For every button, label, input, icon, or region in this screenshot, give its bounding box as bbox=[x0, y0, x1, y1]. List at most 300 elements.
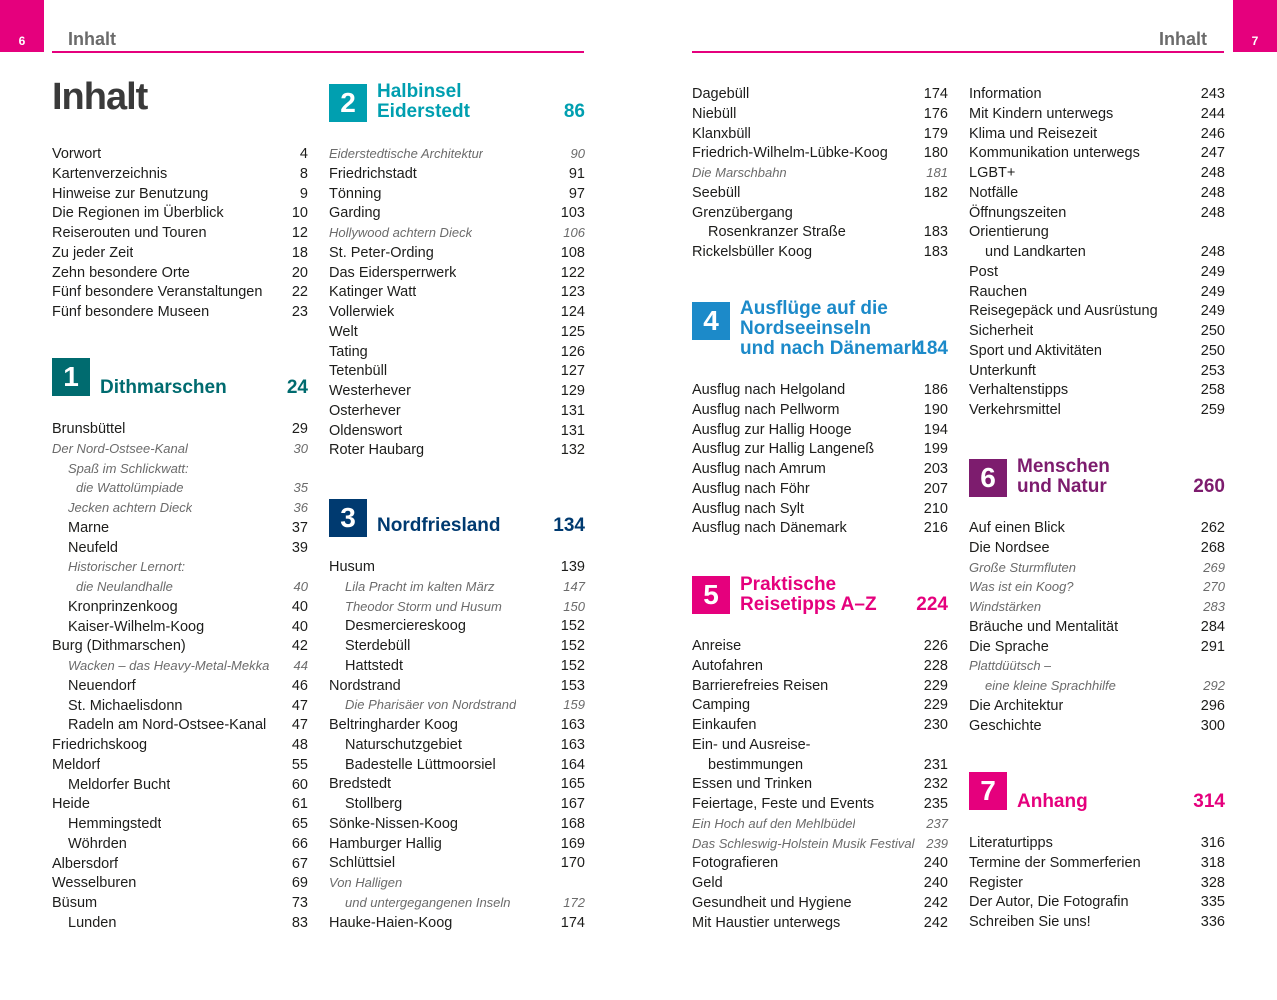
toc-entry[interactable] bbox=[969, 222, 1225, 242]
toc-entry-page: 36 bbox=[293, 500, 308, 515]
toc-entry[interactable] bbox=[692, 893, 948, 913]
toc-entry[interactable] bbox=[692, 459, 948, 479]
toc-entry[interactable] bbox=[969, 321, 1225, 341]
section-5-page: 224 bbox=[916, 594, 948, 615]
toc-entry[interactable] bbox=[969, 282, 1225, 302]
toc-entry-title: Burg (Dithmarschen) bbox=[52, 638, 186, 655]
toc-entry[interactable] bbox=[52, 419, 308, 439]
toc-entry-page: 12 bbox=[291, 225, 308, 241]
toc-entry-page: 270 bbox=[1203, 579, 1225, 595]
toc-entry-title: Seebüll bbox=[692, 184, 741, 201]
toc-entry-page: 283 bbox=[1203, 599, 1225, 614]
toc-entry[interactable] bbox=[329, 834, 585, 854]
toc-entry-title: Gesundheit und Hygiene bbox=[692, 894, 852, 911]
toc-entry-title: Plattdüütsch – bbox=[969, 658, 1052, 674]
toc-entry[interactable] bbox=[329, 203, 585, 223]
toc-entry[interactable] bbox=[969, 696, 1225, 716]
toc-entry-page: 182 bbox=[923, 184, 948, 201]
section-6-title-line2[interactable]: und Natur bbox=[1017, 476, 1107, 497]
toc-entry-title: Die Architektur bbox=[969, 697, 1064, 714]
toc-entry-page: 91 bbox=[568, 165, 585, 182]
header-rule-left bbox=[52, 51, 584, 53]
toc-entry-title: Reisegepäck und Ausrüstung bbox=[969, 303, 1158, 320]
toc-entry-title: Register bbox=[969, 874, 1023, 891]
toc-entry[interactable] bbox=[969, 617, 1225, 637]
toc-entry-title: Sport und Aktivitäten bbox=[969, 342, 1102, 359]
toc-entry-page: 46 bbox=[291, 677, 308, 694]
toc-entry-title: Tönning bbox=[329, 185, 382, 202]
toc-entry-title: Fünf besondere Museen bbox=[52, 304, 210, 320]
toc-entry-page: 239 bbox=[926, 835, 948, 851]
toc-entry[interactable] bbox=[692, 794, 948, 814]
toc-entry[interactable] bbox=[692, 203, 948, 223]
toc-entry[interactable] bbox=[329, 440, 585, 460]
section-5-title-line1[interactable]: Praktische bbox=[740, 574, 837, 595]
toc-entry[interactable] bbox=[329, 361, 585, 381]
section-4-title-line1[interactable]: Ausflüge auf die bbox=[740, 298, 888, 319]
toc-entry[interactable] bbox=[692, 499, 948, 519]
toc-entry-title: Was ist ein Koog? bbox=[969, 579, 1074, 595]
toc-entry-title: Ausflug nach Amrum bbox=[692, 461, 826, 477]
header-rule-right bbox=[692, 51, 1224, 53]
toc-entry-title: und Landkarten bbox=[985, 244, 1086, 260]
toc-entry-title: Das Eidersperrwerk bbox=[329, 264, 457, 281]
toc-entry-page: 229 bbox=[923, 677, 948, 694]
toc-entry[interactable] bbox=[329, 223, 585, 243]
toc-entry[interactable] bbox=[52, 715, 308, 735]
toc-entry[interactable] bbox=[52, 656, 308, 676]
toc-entry[interactable] bbox=[969, 163, 1225, 183]
toc-entry-title: Feiertage, Feste und Events bbox=[692, 796, 875, 812]
toc-entry[interactable] bbox=[692, 774, 948, 794]
toc-entry[interactable] bbox=[692, 814, 948, 834]
toc-entry[interactable] bbox=[329, 656, 585, 676]
toc-entry-page: 23 bbox=[291, 304, 308, 320]
toc-entry-title: Hinweise zur Benutzung bbox=[52, 185, 209, 202]
toc-entry-title: Zehn besondere Orte bbox=[52, 264, 190, 281]
toc-entry[interactable] bbox=[52, 636, 308, 656]
toc-entry-page: 172 bbox=[563, 894, 585, 910]
toc-entry-page: 73 bbox=[291, 895, 308, 911]
toc-entry[interactable] bbox=[52, 735, 308, 755]
toc-entry-title: St. Peter-Ording bbox=[329, 244, 434, 261]
running-head-left: Inhalt bbox=[68, 29, 116, 49]
toc-entry[interactable] bbox=[52, 498, 308, 518]
section-4-title-line3[interactable]: und nach Dänemark bbox=[740, 338, 922, 359]
toc-entry[interactable] bbox=[329, 263, 585, 283]
toc-entry-title: Vorwort bbox=[52, 146, 102, 162]
section-6-title-line1[interactable]: Menschen bbox=[1017, 456, 1110, 477]
toc-entry[interactable] bbox=[969, 676, 1225, 696]
toc-entry-title: Anreise bbox=[692, 638, 742, 654]
toc-entry-page: 8 bbox=[299, 165, 308, 182]
toc-entry-page: 240 bbox=[923, 875, 948, 891]
toc-entry-title: Verhaltenstipps bbox=[969, 382, 1069, 399]
toc-entry[interactable] bbox=[969, 380, 1225, 400]
toc-entry-page: 163 bbox=[560, 717, 585, 733]
toc-entry[interactable] bbox=[52, 814, 308, 834]
toc-entry[interactable] bbox=[52, 144, 308, 164]
toc-entry-page: 174 bbox=[923, 86, 948, 102]
toc-entry[interactable] bbox=[329, 755, 585, 775]
toc-entry[interactable] bbox=[52, 617, 308, 637]
toc-entry[interactable] bbox=[329, 695, 585, 715]
toc-entry[interactable] bbox=[52, 775, 308, 795]
toc-entry[interactable] bbox=[52, 184, 308, 204]
section-3-title[interactable]: Nordfriesland bbox=[377, 515, 501, 536]
toc-entry[interactable] bbox=[329, 421, 585, 441]
toc-entry[interactable] bbox=[52, 676, 308, 696]
toc-entry-title: Fünf besondere Veranstaltungen bbox=[52, 284, 263, 301]
toc-entry-title: Sönke-Nissen-Koog bbox=[329, 815, 458, 832]
toc-entry[interactable] bbox=[969, 262, 1225, 282]
toc-entry-page: 229 bbox=[923, 697, 948, 714]
toc-entry[interactable] bbox=[692, 715, 948, 735]
toc-entry[interactable] bbox=[969, 203, 1225, 223]
toc-entry-title: Von Halligen bbox=[329, 875, 403, 890]
toc-entry-title: Mit Kindern unterwegs bbox=[969, 105, 1114, 122]
toc-entry-page: 328 bbox=[1200, 874, 1225, 891]
toc-entry-page: 226 bbox=[923, 638, 948, 654]
section-1-number: 1 bbox=[52, 358, 90, 396]
section-2-number: 2 bbox=[329, 84, 367, 122]
toc-entry-page: 152 bbox=[560, 657, 585, 674]
toc-entry-title: Lunden bbox=[68, 914, 117, 931]
toc-entry[interactable] bbox=[52, 834, 308, 854]
toc-entry-title: Reiserouten und Touren bbox=[52, 225, 207, 241]
toc-entry-page: 83 bbox=[291, 914, 308, 931]
toc-entry-page: 18 bbox=[291, 244, 308, 261]
toc-entry[interactable] bbox=[969, 361, 1225, 381]
toc-entry-title: Tetenbüll bbox=[329, 363, 388, 380]
toc-entry[interactable] bbox=[969, 853, 1225, 873]
toc-entry[interactable] bbox=[692, 104, 948, 124]
section-6-number: 6 bbox=[969, 459, 1007, 497]
toc-entry[interactable] bbox=[969, 341, 1225, 361]
toc-entry-title: Niebüll bbox=[692, 105, 737, 122]
toc-entry-page: 194 bbox=[923, 421, 948, 438]
toc-entry-title: Hemmingstedt bbox=[68, 816, 162, 832]
toc-entry[interactable] bbox=[692, 163, 948, 183]
toc-entry[interactable] bbox=[969, 301, 1225, 321]
toc-entry[interactable] bbox=[329, 184, 585, 204]
toc-entry-title: Historischer Lernort: bbox=[68, 559, 186, 575]
toc-entry[interactable] bbox=[692, 124, 948, 144]
toc-entry[interactable] bbox=[329, 597, 585, 617]
toc-entry-title: Kronprinzenkoog bbox=[68, 598, 178, 615]
toc-entry[interactable] bbox=[969, 558, 1225, 578]
toc-entry[interactable] bbox=[52, 873, 308, 893]
toc-entry-title: die Neulandhalle bbox=[76, 579, 173, 594]
toc-entry[interactable] bbox=[329, 243, 585, 263]
toc-entry[interactable] bbox=[969, 143, 1225, 163]
toc-entry-page: 139 bbox=[560, 559, 585, 575]
toc-entry[interactable] bbox=[52, 794, 308, 814]
toc-entry-title: Ausflug zur Hallig Langeneß bbox=[692, 441, 875, 458]
toc-entry-title: Sterdebüll bbox=[345, 638, 411, 654]
toc-entry-title: Post bbox=[969, 263, 999, 280]
toc-entry[interactable] bbox=[52, 518, 308, 538]
toc-entry-page: 296 bbox=[1200, 697, 1225, 714]
toc-entry-title: Große Sturmfluten bbox=[969, 559, 1076, 575]
toc-entry-title: Ein Hoch auf den Mehlbüdel bbox=[692, 815, 856, 831]
section-7-number: 7 bbox=[969, 772, 1007, 810]
section-5-title-line2[interactable]: Reisetipps A–Z bbox=[740, 594, 877, 615]
toc-entry[interactable] bbox=[329, 873, 585, 893]
toc-entry[interactable] bbox=[969, 183, 1225, 203]
toc-entry[interactable] bbox=[329, 144, 585, 164]
toc-entry-title: Windstärken bbox=[969, 599, 1042, 614]
section-2-title-line1[interactable]: Halbinsel bbox=[377, 81, 462, 102]
toc-entry[interactable] bbox=[329, 381, 585, 401]
toc-entry-page: 48 bbox=[291, 737, 308, 753]
toc-entry-page: 60 bbox=[291, 776, 308, 793]
toc-entry-title: Wöhrden bbox=[68, 835, 127, 852]
toc-entry-title: Zu jeder Zeit bbox=[52, 244, 134, 261]
section-7-title[interactable]: Anhang bbox=[1017, 791, 1088, 812]
toc-entry-page: 230 bbox=[923, 717, 948, 733]
toc-entry-title: und untergegangenen Inseln bbox=[345, 894, 511, 910]
toc-entry-page: 250 bbox=[1200, 342, 1225, 359]
toc-entry[interactable] bbox=[52, 478, 308, 498]
toc-entry-page: 259 bbox=[1200, 402, 1225, 418]
toc-entry[interactable] bbox=[329, 794, 585, 814]
toc-entry[interactable] bbox=[692, 518, 948, 538]
toc-entry[interactable] bbox=[692, 913, 948, 933]
toc-entry[interactable] bbox=[52, 538, 308, 558]
toc-entry[interactable] bbox=[52, 696, 308, 716]
toc-entry[interactable] bbox=[969, 84, 1225, 104]
toc-entry[interactable] bbox=[52, 557, 308, 577]
section-4-title-line2[interactable]: Nordseeinseln bbox=[740, 318, 871, 339]
toc-entry-title: Ein- und Ausreise- bbox=[692, 736, 811, 753]
toc-entry-title: Oldenswort bbox=[329, 422, 403, 439]
section-2-title-line2[interactable]: Eiderstedt bbox=[377, 101, 470, 122]
toc-entry-title: Katinger Watt bbox=[329, 284, 417, 301]
toc-entry[interactable] bbox=[52, 203, 308, 223]
toc-entry-title: bestimmungen bbox=[708, 756, 804, 773]
toc-entry-title: Desmerciereskoog bbox=[345, 618, 466, 635]
toc-entry-page: 108 bbox=[560, 244, 585, 261]
toc-entry[interactable] bbox=[692, 873, 948, 893]
toc-entry[interactable] bbox=[969, 833, 1225, 853]
toc-entry[interactable] bbox=[692, 222, 948, 242]
toc-entry-page: 55 bbox=[291, 756, 308, 773]
toc-entry-page: 106 bbox=[563, 225, 585, 240]
toc-entry[interactable] bbox=[692, 479, 948, 499]
toc-entry[interactable] bbox=[692, 84, 948, 104]
toc-entry-page: 126 bbox=[560, 343, 585, 360]
section-1-title[interactable]: Dithmarschen bbox=[100, 377, 227, 398]
toc-entry-page: 216 bbox=[923, 520, 948, 537]
toc-entry[interactable] bbox=[692, 636, 948, 656]
toc-entry[interactable] bbox=[969, 124, 1225, 144]
toc-entry[interactable] bbox=[52, 302, 308, 322]
toc-entry-title: Jecken achtern Dieck bbox=[68, 500, 193, 515]
toc-entry[interactable] bbox=[329, 322, 585, 342]
page-number-left: 6 bbox=[0, 0, 44, 52]
toc-entry[interactable] bbox=[52, 263, 308, 283]
toc-entry-page: 231 bbox=[923, 756, 948, 773]
toc-entry[interactable] bbox=[969, 538, 1225, 558]
toc-entry[interactable] bbox=[692, 735, 948, 755]
toc-entry[interactable] bbox=[692, 755, 948, 775]
toc-entry-page: 242 bbox=[923, 894, 948, 911]
toc-entry[interactable] bbox=[329, 735, 585, 755]
toc-entry-page: 103 bbox=[560, 205, 585, 222]
toc-entry-page: 210 bbox=[923, 500, 948, 517]
toc-entry[interactable] bbox=[692, 834, 948, 854]
toc-entry[interactable] bbox=[52, 459, 308, 479]
toc-entry[interactable] bbox=[969, 656, 1225, 676]
toc-entry[interactable] bbox=[692, 853, 948, 873]
toc-entry[interactable] bbox=[329, 577, 585, 597]
toc-entry-title: Literaturtipps bbox=[969, 835, 1053, 851]
toc-entry-page: 181 bbox=[926, 165, 948, 180]
toc-entry[interactable] bbox=[969, 912, 1225, 932]
toc-entry-page: 66 bbox=[291, 835, 308, 852]
toc-entry[interactable] bbox=[52, 597, 308, 617]
toc-entry-title: Eiderstedtische Architektur bbox=[329, 146, 484, 161]
toc-entry-title: Rickelsbüller Koog bbox=[692, 244, 813, 260]
toc-entry-title: Kartenverzeichnis bbox=[52, 165, 168, 182]
toc-entry[interactable] bbox=[329, 715, 585, 735]
toc-entry-page: 169 bbox=[560, 835, 585, 852]
toc-entry-page: 42 bbox=[291, 638, 308, 655]
toc-entry-title: Die Pharisäer von Nordstrand bbox=[345, 697, 517, 713]
toc-entry[interactable] bbox=[329, 342, 585, 362]
toc-entry[interactable] bbox=[969, 104, 1225, 124]
section-3-page: 134 bbox=[553, 515, 585, 536]
toc-entry-title: Meldorf bbox=[52, 756, 101, 773]
toc-entry[interactable] bbox=[692, 420, 948, 440]
toc-entry[interactable] bbox=[692, 439, 948, 459]
section-4-page: 184 bbox=[916, 338, 948, 359]
toc-entry[interactable] bbox=[52, 164, 308, 184]
toc-entry[interactable] bbox=[969, 242, 1225, 262]
toc-entry-page: 40 bbox=[291, 598, 308, 615]
toc-entry[interactable] bbox=[969, 873, 1225, 893]
toc-entry[interactable] bbox=[329, 616, 585, 636]
toc-entry[interactable] bbox=[969, 597, 1225, 617]
toc-entry[interactable] bbox=[329, 302, 585, 322]
page-title: Inhalt bbox=[52, 76, 148, 118]
toc-entry[interactable] bbox=[329, 676, 585, 696]
toc-entry-page: 207 bbox=[923, 480, 948, 497]
toc-entry[interactable] bbox=[969, 716, 1225, 736]
toc-entry-title: Autofahren bbox=[692, 657, 763, 674]
toc-entry[interactable] bbox=[692, 400, 948, 420]
toc-entry-page: 150 bbox=[563, 598, 585, 614]
toc-entry-page: 336 bbox=[1200, 914, 1225, 930]
toc-entry[interactable] bbox=[692, 656, 948, 676]
toc-entry-page: 253 bbox=[1200, 362, 1225, 379]
toc-entry-title: Beltringharder Koog bbox=[329, 717, 458, 733]
toc-entry[interactable] bbox=[692, 695, 948, 715]
toc-entry-title: Unterkunft bbox=[969, 362, 1036, 379]
toc-entry-title: Schreiben Sie uns! bbox=[969, 914, 1091, 930]
toc-entry[interactable] bbox=[969, 400, 1225, 420]
toc-entry-page: 248 bbox=[1200, 184, 1225, 201]
toc-entry[interactable] bbox=[329, 557, 585, 577]
toc-entry-page: 61 bbox=[291, 796, 308, 813]
toc-entry-title: Rauchen bbox=[969, 283, 1028, 300]
toc-entry-page: 318 bbox=[1200, 854, 1225, 871]
toc-entry-title: Öffnungszeiten bbox=[969, 204, 1067, 221]
toc-entry-page: 65 bbox=[291, 816, 308, 832]
toc-entry-page: 199 bbox=[923, 441, 948, 458]
toc-entry[interactable] bbox=[969, 577, 1225, 597]
toc-entry[interactable] bbox=[969, 518, 1225, 538]
toc-entry-page: 258 bbox=[1200, 382, 1225, 399]
toc-entry[interactable] bbox=[329, 164, 585, 184]
toc-entry-title: Bredstedt bbox=[329, 776, 392, 793]
toc-entry[interactable] bbox=[52, 243, 308, 263]
toc-entry-page: 300 bbox=[1200, 717, 1225, 734]
toc-entry[interactable] bbox=[52, 439, 308, 459]
toc-entry-page: 248 bbox=[1200, 204, 1225, 221]
toc-entry[interactable] bbox=[52, 854, 308, 874]
toc-entry[interactable] bbox=[52, 577, 308, 597]
toc-entry[interactable] bbox=[329, 636, 585, 656]
toc-entry-page: 244 bbox=[1200, 105, 1225, 122]
toc-entry[interactable] bbox=[329, 853, 585, 873]
toc-entry-title: Husum bbox=[329, 559, 375, 575]
toc-entry-title: Bräuche und Mentalität bbox=[969, 618, 1119, 635]
toc-entry-page: 127 bbox=[560, 363, 585, 380]
toc-entry-title: Radeln am Nord-Ostsee-Kanal bbox=[68, 717, 267, 734]
toc-entry[interactable] bbox=[969, 637, 1225, 657]
toc-entry[interactable] bbox=[52, 223, 308, 243]
toc-entry[interactable] bbox=[329, 282, 585, 302]
toc-entry-title: Stollberg bbox=[345, 796, 403, 812]
toc-entry[interactable] bbox=[692, 380, 948, 400]
toc-entry-page: 47 bbox=[291, 717, 308, 734]
toc-entry[interactable] bbox=[329, 913, 585, 933]
toc-entry-title: Albersdorf bbox=[52, 855, 119, 872]
toc-entry-page: 179 bbox=[923, 125, 948, 142]
toc-entry-page: 39 bbox=[291, 539, 308, 556]
toc-entry-page: 180 bbox=[923, 145, 948, 162]
toc-entry[interactable] bbox=[52, 893, 308, 913]
toc-entry-title: Die Marschbahn bbox=[692, 165, 787, 180]
section-7-page: 314 bbox=[1193, 791, 1225, 812]
toc-entry[interactable] bbox=[329, 774, 585, 794]
toc-entry[interactable] bbox=[692, 143, 948, 163]
toc-entry[interactable] bbox=[52, 755, 308, 775]
toc-entry[interactable] bbox=[692, 183, 948, 203]
toc-entry[interactable] bbox=[969, 892, 1225, 912]
toc-entry-title: Kaiser-Wilhelm-Koog bbox=[68, 618, 205, 635]
toc-entry-page: 40 bbox=[293, 579, 308, 594]
toc-entry[interactable] bbox=[329, 893, 585, 913]
toc-entry-title: Tating bbox=[329, 343, 368, 360]
toc-entry[interactable] bbox=[329, 814, 585, 834]
toc-entry[interactable] bbox=[52, 913, 308, 933]
toc-entry-title: Notfälle bbox=[969, 184, 1019, 201]
toc-entry-title: Fotografieren bbox=[692, 855, 779, 872]
toc-entry-title: Die Nordsee bbox=[969, 539, 1050, 556]
toc-entry[interactable] bbox=[52, 282, 308, 302]
toc-entry-title: Grenzübergang bbox=[692, 204, 793, 221]
toc-entry-page: 243 bbox=[1200, 86, 1225, 102]
toc-entry[interactable] bbox=[692, 676, 948, 696]
toc-entry-title: Vollerwiek bbox=[329, 304, 395, 320]
toc-entry[interactable] bbox=[692, 242, 948, 262]
page-number-right: 7 bbox=[1233, 0, 1277, 52]
toc-entry-title: Die Sprache bbox=[969, 638, 1049, 655]
toc-entry[interactable] bbox=[329, 401, 585, 421]
